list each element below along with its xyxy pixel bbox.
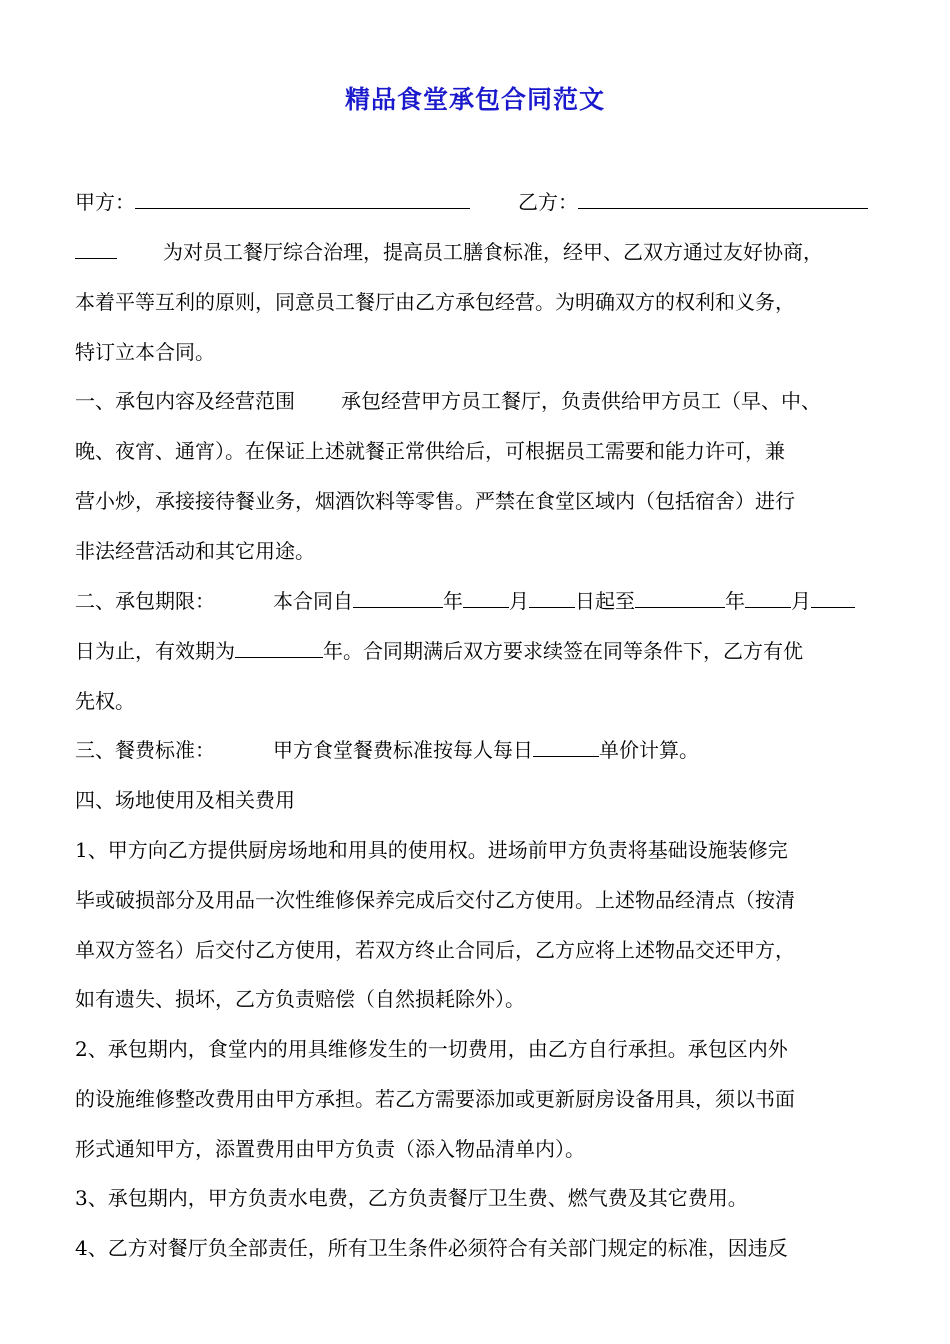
end-day-blank [811,587,855,608]
section-1-line-3: 营小炒，承接接待餐业务，烟酒饮料等零售。严禁在食堂区域内（包括宿舍）进行 [75,489,795,513]
meal-price-blank [533,736,599,757]
clause-2-line-3: 形式通知甲方，添置费用由甲方负责（添入物品清单内）。 [75,1137,585,1161]
clause-1-line-1: 1、甲方向乙方提供厨房场地和用具的使用权。进场前甲方负责将基础设施装修完 [75,838,788,862]
section-3-line: 三、餐费标准： 甲方食堂餐费标准按每人每日 单价计算。 [75,738,699,762]
section-1-heading: 一、承包内容及经营范围 [75,389,295,413]
intro-line-2: 本着平等互利的原则，同意员工餐厅由乙方承包经营。为明确双方的权利和义务， [75,290,795,314]
clause-1-line-4: 如有遗失、损坏，乙方负责赔偿（自然损耗除外）。 [75,987,525,1011]
clause-2-line-1: 2、承包期内，食堂内的用具维修发生的一切费用，由乙方自行承担。承包区内外 [75,1037,788,1061]
intro-blank [75,238,117,259]
section-3-heading: 三、餐费标准： [75,738,215,762]
clause-3-line: 3、承包期内，甲方负责水电费，乙方负责餐厅卫生费、燃气费及其它费用。 [75,1186,748,1210]
intro-line-1 [75,237,895,267]
start-month-blank [463,587,509,608]
party-b-blank [578,188,868,209]
validity-years-blank [235,637,323,658]
section-4-heading: 四、场地使用及相关费用 [75,788,295,812]
section-1-line-4: 非法经营活动和其它用途。 [75,539,315,563]
end-year-blank [635,587,725,608]
section-2-line-1: 二、承包期限： 本合同自 年 月 日起至 年 月 [75,586,895,616]
section-1-text-1: 承包经营甲方员工餐厅，负责供给甲方员工（早、中、 [341,389,821,413]
clause-2-line-2: 的设施维修整改费用由甲方承担。若乙方需要添加或更新厨房设备用具，须以书面 [75,1087,795,1111]
section-1-line-1 [75,386,895,416]
end-month-blank [745,587,791,608]
section-1-line-2: 晚、夜宵、通宵）。在保证上述就餐正常供给后，可根据员工需要和能力许可，兼 [75,439,785,463]
section-2-line-3: 先权。 [75,689,135,713]
clause-1-line-2: 毕或破损部分及用品一次性维修保养完成后交付乙方使用。上述物品经清点（按清 [75,888,795,912]
parties-line [75,187,895,217]
party-a-label: 甲方： [75,190,135,214]
clause-4-line: 4、乙方对餐厅负全部责任，所有卫生条件必须符合有关部门规定的标准，因违反 [75,1236,788,1260]
start-year-blank [353,587,443,608]
party-a-blank [135,188,470,209]
start-day-blank [529,587,575,608]
document-title: 精品食堂承包合同范文 [344,85,605,114]
section-2-line-2: 日为止，有效期为 年。合同期满后双方要求续签在同等条件下，乙方有优 [75,639,803,663]
clause-1-line-3: 单双方签名）后交付乙方使用，若双方终止合同后，乙方应将上述物品交还甲方， [75,938,795,962]
party-b-label: 乙方： [518,190,578,214]
intro-line-3: 特订立本合同。 [75,340,215,364]
section-2-heading: 二、承包期限： [75,589,215,613]
intro-text-1: 为对员工餐厅综合治理，提高员工膳食标准，经甲、乙双方通过友好协商， [163,240,823,264]
